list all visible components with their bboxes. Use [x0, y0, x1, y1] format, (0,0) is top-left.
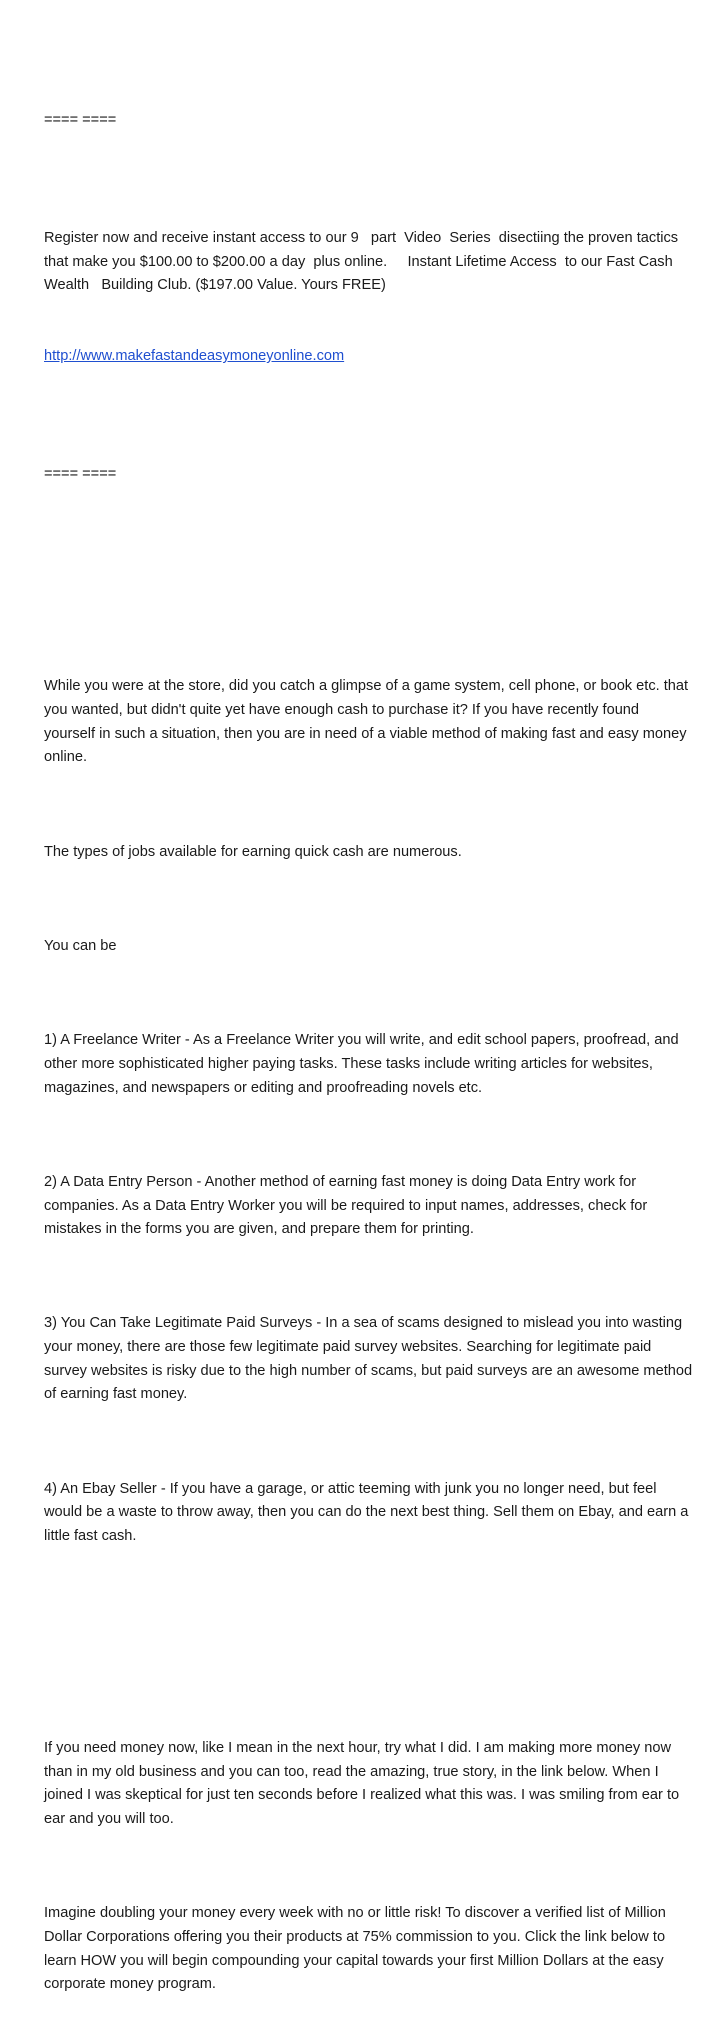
document-page	[44, 62, 697, 2044]
intro-paragraph: While you were at the store, did you catch a glimpse of a game system, cell phone, or book etc. that you wanted, but didn't quite yet have enough cash to purchase it? If you have recently found yourself in such a situation, then you are in need of a viable method of making fast and easy money online.	[44, 678, 693, 766]
item-freelance-writer: 1) A Freelance Writer - As a Freelance Writer you will write, and edit school papers, proofread, and other more sophisticated higher paying tasks. These tasks include writing articles for websites, magazines, and newspapers or editing and proofreading novels etc.	[44, 1032, 683, 1096]
promo-text: Register now and receive instant access to our 9 part Video Series disectiing the proven tactics that make you $100.00 to $200.00 a day plus online. Instant Lifetime Access to our Fast Cash Wealth Building Club. ($197.00 Value. Yours FREE)	[44, 230, 683, 294]
you-can-be-paragraph: You can be	[44, 937, 117, 954]
spacer	[44, 1643, 694, 1667]
spacer	[44, 581, 694, 605]
jobs-paragraph: The types of jobs available for earning quick cash are numerous.	[44, 843, 462, 860]
item-paid-surveys: 3) You Can Take Legitimate Paid Surveys - In a sea of scams designed to mislead you into wasting your money, there are those few legitimate paid survey websites. Searching for legitimate paid survey websites is risky due to the high number of scams, but paid surveys are an awesome method of earning fast money.	[44, 1315, 697, 1403]
promo-link[interactable]: http://www.makefastandeasymoneyonline.com	[44, 348, 345, 365]
money-now-paragraph: If you need money now, like I mean in the next hour, try what I did. I am making more money now than in my old business and you can too, read the amazing, true story, in the link below. When I joined I was skeptical for just ten seconds before I realized what this was. I was smiling from ear to ear and you will too.	[44, 1740, 684, 1827]
divider-top: ==== ====	[44, 112, 117, 129]
doubling-paragraph: Imagine doubling your money every week with no or little risk! To discover a verified list of Million Dollar Corporations offering you their products at 75% commission to you. Click the link below to learn HOW you will begin compounding your capital towards your first Million Dollars at the easy corporate money program.	[44, 1905, 670, 1993]
divider-bottom: ==== ====	[44, 466, 117, 483]
item-ebay-seller: 4) An Ebay Seller - If you have a garage, or attic teeming with junk you no longer need, but feel would be a waste to throw away, then you can do the next best thing. Sell them on Ebay, and earn a little fast cash.	[44, 1480, 693, 1544]
item-data-entry: 2) A Data Entry Person - Another method of earning fast money is doing Data Entry work for companies. As a Data Entry Worker you will be required to input names, addresses, check for mistakes in the forms you are given, and prepare them for printing.	[44, 1173, 652, 1238]
